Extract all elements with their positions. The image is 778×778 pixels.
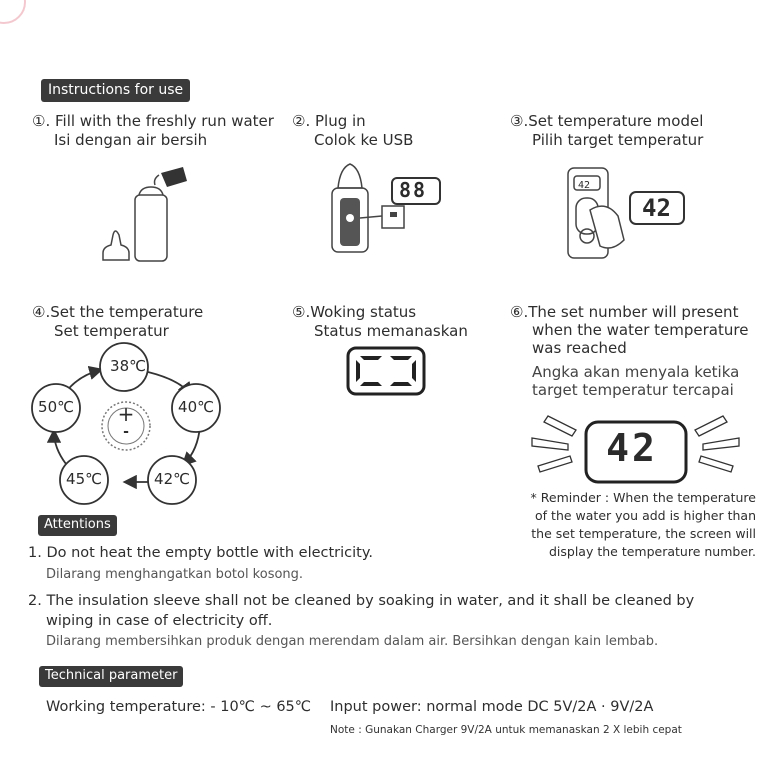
step-6-line5: target temperatur tercapai [532, 381, 734, 399]
temp-label-42: 42℃ [154, 470, 190, 488]
step-3-small-display: 42 [578, 180, 591, 191]
step-1-text [32, 112, 274, 150]
technical-parameter-tag: Technical parameter [39, 666, 183, 687]
step-3-line2: Pilih target temperatur [532, 131, 704, 149]
attention-2-en-line1: 2. The insulation sleeve shall not be cleaned by soaking in water, and it shall be cleaned by [28, 593, 695, 609]
glow-rays-left [532, 416, 576, 472]
step-5-line2: Status memanaskan [314, 322, 468, 340]
attention-2-id: Dilarang membersihkan produk dengan merendam dalam air. Bersihkan dengan kain lembab. [46, 634, 659, 649]
decorative-corner-circle [0, 0, 26, 24]
step-4-line2: Set temperatur [54, 322, 169, 340]
step-2-line2: Colok ke USB [314, 131, 414, 149]
plus-icon: + [117, 402, 135, 426]
step-4-text [32, 303, 203, 341]
attention-1-id: Dilarang menghangatkan botol kosong. [46, 567, 304, 582]
step-3-line1: ③.Set temperature model [510, 112, 704, 130]
temp-label-40: 40℃ [178, 398, 214, 416]
warmer-plugged-illustration [320, 158, 450, 268]
working-temperature: Working temperature: - 10℃ ~ 65℃ [46, 699, 312, 715]
step-6-line3: was reached [532, 339, 627, 357]
step-6-text [510, 303, 748, 399]
step-5-line1: ⑤.Woking status [292, 303, 417, 321]
step-3-text [510, 112, 703, 150]
step-6-line1: ⑥.The set number will present [510, 303, 739, 321]
attention-1-en: 1. Do not heat the empty bottle with electricity. [28, 545, 373, 561]
charger-note: Note : Gunakan Charger 9V/2A untuk memanaskan 2 X lebih cepat [330, 724, 682, 736]
reminder-line-1: * Reminder : When the temperature [530, 490, 756, 505]
reminder-note [531, 489, 756, 561]
temp-label-38: 38℃ [110, 357, 146, 375]
step-6-line4: Angka akan menyala ketika [532, 363, 740, 381]
step-5-text [292, 303, 468, 341]
step-2-display-digits: 88 [399, 178, 428, 202]
attention-2-en-line2: wiping in case of electricity off. [46, 613, 273, 629]
step-4-line1: ④.Set the temperature [32, 303, 204, 321]
step-2-text [292, 112, 413, 150]
step-3-big-display: 42 [642, 194, 671, 222]
temp-label-45: 45℃ [66, 470, 102, 488]
working-status-display [346, 346, 426, 396]
step-1-line2: Isi dengan air bersih [54, 131, 208, 149]
step-1-line1: ①. Fill with the freshly run water [32, 112, 274, 130]
input-power: Input power: normal mode DC 5V/2A · 9V/2A [330, 699, 654, 715]
temp-label-50: 50℃ [38, 398, 74, 416]
attentions-tag: Attentions [38, 515, 117, 536]
step-6-display-digits: 42 [606, 426, 658, 470]
minus-icon: - [123, 424, 129, 440]
reminder-line-3: the set temperature, the screen will [531, 526, 756, 541]
glow-rays-right [695, 416, 739, 472]
step-6-line2: when the water temperature [532, 321, 749, 339]
reminder-line-2: of the water you add is higher than [535, 508, 756, 523]
step-2-line1: ②. Plug in [292, 112, 366, 130]
instructions-tag: Instructions for use [41, 79, 190, 102]
bottle-and-water-illustration [95, 165, 195, 265]
reminder-line-4: display the temperature number. [548, 544, 756, 559]
